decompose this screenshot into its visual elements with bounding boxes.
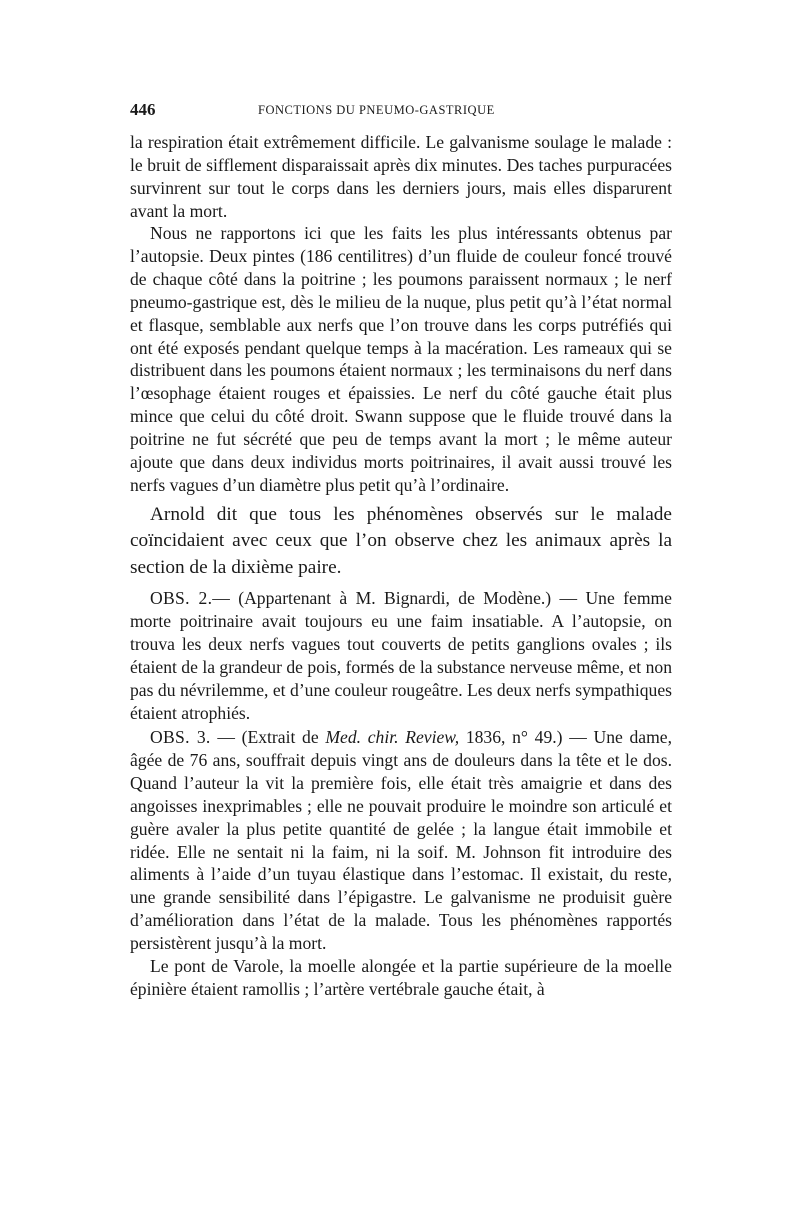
observation-3 bbox=[130, 726, 672, 954]
paragraph-continuation: la respiration était extrêmement difficile. Le galvanisme soulage le malade : le bruit de sifflement disparaissait après dix minutes. Des taches purpuracées survinrent sur tout le corps dans les derniers jours, mais elles disparurent avant la mort. bbox=[130, 132, 672, 221]
observation-2-label: OBS. 2. bbox=[150, 588, 213, 609]
observation-2 bbox=[130, 587, 672, 724]
observation-3-source-post: 1836, n° 49.) — bbox=[459, 727, 587, 748]
page-number: 446 bbox=[130, 100, 156, 119]
observation-3-label: OBS. 3. bbox=[150, 727, 211, 748]
page-header bbox=[130, 100, 678, 124]
body-text bbox=[130, 131, 672, 1000]
observation-3-journal: Med. chir. Review, bbox=[325, 727, 460, 748]
paragraph-arnold: Arnold dit que tous les phénomènes observés sur le malade coïncidaient avec ceux que l’on observe chez les animaux après la section de la dixième paire. bbox=[130, 503, 672, 578]
observation-2-source: — (Appartenant à M. Bignardi, de Modène.) — bbox=[212, 588, 578, 609]
observation-3-source-pre: — (Extrait de bbox=[210, 727, 326, 748]
observation-2-text: Une femme morte poitrinaire avait toujours eu une faim insatiable. A l’autopsie, on trouva les deux nerfs vagues tout couverts de petits ganglions ovales ; ils étaient de la grandeur de pois, formés de la substance nerveuse même, et non pas du névrilemme, et d’une couleur rougeâtre. Les deux nerfs sympathiques étaient atrophiés. bbox=[130, 588, 672, 723]
observation-3-text: Une dame, âgée de 76 ans, souffrait depuis vingt ans de douleurs dans la tête et le dos. Quand l’auteur la vit la première fois, elle était très amaigrie et dans des angoisses inexprimables ; elle ne pouvait produire le moindre son articulé et guère avaler la plus petite quantité de gelée ; la langue était immobile et ridée. Elle ne sentait ni la faim, ni la soif. M. Johnson fit introduire des aliments à l’aide d’un tuyau élastique dans l’estomac. Il existait, du reste, une grande sensibilité dans l’épigastre. Le galvanisme ne produisit guère d’amélioration dans l’état de la malade. Tous les phénomènes rapportés persistèrent jusqu’à la mort. bbox=[130, 727, 673, 953]
running-head: FONCTIONS DU PNEUMO-GASTRIQUE bbox=[258, 103, 495, 117]
paragraph-pons: Le pont de Varole, la moelle alongée et la partie supérieure de la moelle épinière étaient ramollis ; l’artère vertébrale gauche était, à bbox=[130, 955, 672, 999]
paragraph-autopsy: Nous ne rapportons ici que les faits les plus intéressants obtenus par l’autopsie. Deux pintes (186 centilitres) d’un fluide de couleur foncé trouvé de chaque côté dans la poitrine ; les poumons paraissent normaux ; le nerf pneumo-gastrique est, dès le milieu de la nuque, plus petit qu’à l’état normal et flasque, semblable aux nerfs que l’on trouve dans les corps putréfiés qui ont été exposés pendant quelque temps à la macération. Les rameaux qui se distribuent dans les poumons étaient normaux ; les terminaisons du nerf dans l’œsophage étaient rouges et épaissies. Le nerf du côté gauche était plus mince que celui du côté droit. Swann suppose que le fluide trouvé dans la poitrine ne fut sécrété que peu de temps avant la mort ; le même auteur ajoute que dans deux individus morts poitrinaires, il avait aussi trouvé les nerfs vagues d’un diamètre plus petit qu’à l’ordinaire. bbox=[130, 223, 672, 495]
